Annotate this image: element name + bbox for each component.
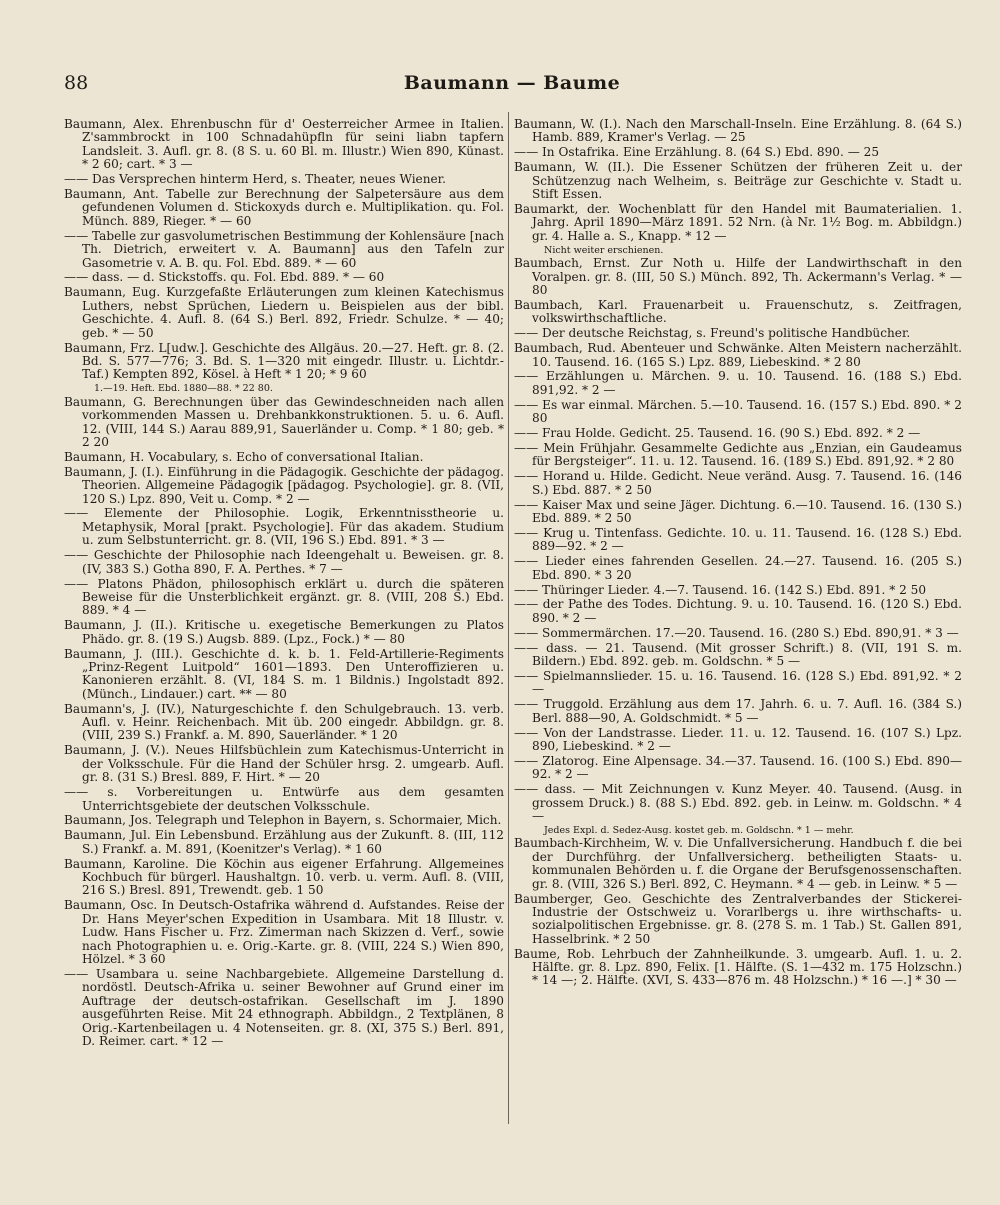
catalog-note: Nicht weiter erschienen. [544, 244, 664, 256]
catalog-entry: —— Tabelle zur gasvolumetrischen Bestimmung der Kohlensäure [nach Th. Dietrich, erweitert v. A. Baumann] aus den Tafeln zur Gasometrie v. A. B. qu. Fol. Ebd. 889. * — 60 [64, 228, 504, 270]
catalog-entry: —— Der deutsche Reichstag, s. Freund's politische Handbücher. [514, 326, 911, 341]
catalog-entry: —— s. Vorbereitungen u. Entwürfe aus dem gesamten Unterrichtsgebiete der deutschen Volksschule. [64, 785, 504, 813]
catalog-entry: —— Geschichte der Philosophie nach Ideengehalt u. Beweisen. gr. 8. (IV, 383 S.) Gotha 890, F. A. Perthes. * 7 — [64, 548, 504, 576]
catalog-entry: Baumann, J. (I.). Einführung in die Pädagogik. Geschichte der pädagog. Theorien. Allgemeine Pädagogik [pädagog. Psychologie]. gr. 8. (VII, 120 S.) Lpz. 890, Veit u. Comp. * 2 — [64, 464, 504, 506]
catalog-entry: Baumann, Jos. Telegraph und Telephon in Bayern, s. Schormaier, Mich. [64, 813, 502, 828]
catalog-note: Jedes Expl. d. Sedez-Ausg. kostet geb. m. Goldschn. * 1 — mehr. [544, 824, 854, 836]
catalog-entry: —— Horand u. Hilde. Gedicht. Neue veränd. Ausg. 7. Tausend. 16. (146 S.) Ebd. 887. * 2 50 [514, 469, 962, 497]
catalog-entry: —— Das Versprechen hinterm Herd, s. Theater, neues Wiener. [64, 172, 446, 187]
catalog-entry: Baumann, Eug. Kurzgefaßte Erläuterungen zum kleinen Katechismus Luthers, nebst Sprüchen, Liedern u. Beispielen aus der bibl. Geschichte. 4. Aufl. 8. (64 S.) Berl. 892, Friedr. Schulze. * — 40; geb. * — 50 [64, 285, 504, 340]
catalog-entry: —— dass. — 21. Tausend. (Mit grosser Schrift.) 8. (VII, 191 S. m. Bildern.) Ebd. 892. geb. m. Goldschn. * 5 — [514, 640, 962, 669]
catalog-entry: Baumarkt, der. Wochenblatt für den Handel mit Baumaterialien. 1. Jahrg. April 1890—März 1891. 52 Nrn. (à Nr. 1½ Bog. m. Abbildgn.) gr. 4. Halle a. S., Knapp. * 12 — [514, 201, 962, 243]
catalog-entry: —— Usambara u. seine Nachbargebiete. Allgemeine Darstellung d. nordöstl. Deutsch-Afrika u. seiner Bewohner auf Grund einer im Auftrage der deutsch-ostafrikan. Gesellschaft im J. 1890 ausgeführten Reise. Mit 24 ethnograph. Abbildgn., 2 Textplänen, 8 Orig.-Kartenbeilagen u. 4 Notenseiten. gr. 8. (XI, 375 S.) Berl. 891, D. Reimer. cart. * 12 — [64, 966, 504, 1048]
catalog-entry: —— In Ostafrika. Eine Erzählung. 8. (64 S.) Ebd. 890. — 25 [514, 145, 880, 160]
catalog-entry: Baumann's, J. (IV.), Naturgeschichte f. den Schulgebrauch. 13. verb. Aufl. v. Heinr. Reichenbach. Mit üb. 200 eingedr. Abbildgn. gr. 8. (VIII, 239 S.) Frankf. a. M. 890, Sauerländer. * 1 20 [64, 701, 504, 743]
catalog-entry: —— Sommermärchen. 17.—20. Tausend. 16. (280 S.) Ebd. 890,91. * 3 — [514, 625, 959, 640]
catalog-entry: Baumann, Frz. L[udw.]. Geschichte des Allgäus. 20.—27. Heft. gr. 8. (2. Bd. S. 577—776; 3. Bd. S. 1—320 mit eingedr. Illustr. u. Lichtdr.-Taf.) Kempten 892, Kösel. à Heft * 1 20; * 9 60 [64, 340, 504, 382]
catalog-entry: Baumann, W. (II.). Die Essener Schützen der früheren Zeit u. der Schützenzug nach Welheim, s. Beiträge zur Geschichte v. Stadt u. Stift Essen. [514, 160, 962, 202]
catalog-entry: Baumann, J. (II.). Kritische u. exegetische Bemerkungen zu Platos Phädo. gr. 8. (19 S.) Augsb. 889. (Lpz., Fock.) * — 80 [64, 618, 504, 646]
catalog-entry: —— der Pathe des Todes. Dichtung. 9. u. 10. Tausend. 16. (120 S.) Ebd. 890. * 2 — [514, 597, 962, 625]
catalog-entry: —— Krug u. Tintenfass. Gedichte. 10. u. 11. Tausend. 16. (128 S.) Ebd. 889—92. * 2 — [514, 525, 962, 554]
catalog-entry: Baumbach, Ernst. Zur Noth u. Hilfe der Landwirthschaft in den Voralpen. gr. 8. (III, 50 S.) Münch. 892, Th. Ackermann's Verlag. * — 80 [514, 256, 962, 297]
catalog-entry: —— Frau Holde. Gedicht. 25. Tausend. 16. (90 S.) Ebd. 892. * 2 — [514, 426, 921, 441]
catalog-entry: Baume, Rob. Lehrbuch der Zahnheilkunde. 3. umgearb. Aufl. 1. u. 2. Hälfte. gr. 8. Lpz. 890, Felix. [1. Hälfte. (S. 1—432 m. 175 Holzschn.) * 14 —; 2. Hälfte. (XVI, S. 433—876 m. 48 Holzschn.) * 16 —.] * 30 — [514, 946, 962, 988]
catalog-note: 1.—19. Heft. Ebd. 1880—88. * 22 80. [94, 383, 273, 395]
catalog-entry: Baumann, Osc. In Deutsch-Ostafrika während d. Aufstandes. Reise der Dr. Hans Meyer'schen Expedition in Usambara. Mit 18 Illustr. v. Ludw. Hans Fischer u. Frz. Zimerman nach Skizzen d. Verf., sowie nach Photographien u. e. Orig.-Karte. gr. 8. (VIII, 224 S.) Wien 890, Hölzel. * 3 60 [64, 898, 504, 966]
catalog-entry: —— dass. — d. Stickstoffs. qu. Fol. Ebd. 889. * — 60 [64, 270, 385, 285]
catalog-entry: —— Truggold. Erzählung aus dem 17. Jahrh. 6. u. 7. Aufl. 16. (384 S.) Berl. 888—90, A. Goldschmidt. * 5 — [514, 697, 962, 725]
catalog-entry: Baumann, Alex. Ehrenbuschn für d' Oesterreicher Armee in Italien. Z'sammbrockt in 100 Schnadahüpfln für seini liabn tapfern Landsleit. 3. Aufl. gr. 8. (8 S. u. 60 Bl. m. Illustr.) Wien 890, Künast. * 2 60; cart. * 3 — [64, 117, 504, 172]
catalog-entry: Baumann, J. (V.). Neues Hilfsbüchlein zum Katechismus-Unterricht in der Volksschule. Für die Hand der Schüler hrsg. 2. umgearb. Aufl. gr. 8. (31 S.) Bresl. 889, F. Hirt. * — 20 [64, 743, 504, 785]
catalog-entry: Baumann, W. (I.). Nach den Marschall-Inseln. Eine Erzählung. 8. (64 S.) Hamb. 889, Kramer's Verlag. — 25 [514, 117, 962, 145]
catalog-entry: Baumbach, Rud. Abenteuer und Schwänke. Alten Meistern nacherzählt. 10. Tausend. 16. (165 S.) Lpz. 889, Liebeskind. * 2 80 [514, 341, 962, 369]
catalog-entry: —— Erzählungen u. Märchen. 9. u. 10. Tausend. 16. (188 S.) Ebd. 891,92. * 2 — [514, 369, 962, 397]
catalog-entry: —— Es war einmal. Märchen. 5.—10. Tausend. 16. (157 S.) Ebd. 890. * 2 80 [514, 397, 962, 426]
catalog-entry: Baumbach, Karl. Frauenarbeit u. Frauenschutz, s. Zeitfragen, volkswirthschaftliche. [514, 297, 962, 326]
catalog-entry: —— Elemente der Philosophie. Logik, Erkenntnisstheorie u. Metaphysik, Moral [prakt. Psychologie]. Für das akadem. Studium u. zum Selbstunterricht. gr. 8. (VII, 196 S.) Ebd. 891. * 3 — [64, 506, 504, 548]
catalog-entry: Baumann, J. (III.). Geschichte d. k. b. 1. Feld-Artillerie-Regiments „Prinz-Regent Luitpold“ 1601—1893. Den Unteroffizieren u. Kanonieren erzählt. 8. (VI, 184 S. m. 1 Bildnis.) Ingolstadt 892. (Münch., Lindauer.) cart. ** — 80 [64, 646, 504, 701]
catalog-entry: —— Lieder eines fahrenden Gesellen. 24.—27. Tausend. 16. (205 S.) Ebd. 890. * 3 20 [514, 554, 962, 582]
catalog-entry: Baumann, H. Vocabulary, s. Echo of conversational Italian. [64, 449, 424, 464]
running-head: Baumann — Baume [403, 72, 621, 94]
catalog-entry: —— Kaiser Max und seine Jäger. Dichtung. 6.—10. Tausend. 16. (130 S.) Ebd. 889. * 2 50 [514, 497, 962, 525]
right-column [514, 118, 962, 989]
catalog-entry: Baumann, Jul. Ein Lebensbund. Erzählung aus der Zukunft. 8. (III, 112 S.) Frankf. a. M. 891, (Koenitzer's Verlag). * 1 60 [64, 828, 504, 856]
catalog-entry: Baumann, Ant. Tabelle zur Berechnung der Salpetersäure aus dem gefundenen Volumen d. Stickoxyds durch e. Multiplikation. qu. Fol. Münch. 889, Rieger. * — 60 [64, 187, 504, 228]
left-column [64, 118, 504, 1050]
page-header [64, 72, 960, 102]
catalog-entry: Baumann, Karoline. Die Köchin aus eigener Erfahrung. Allgemeines Kochbuch für bürgerl. Haushaltgn. 10. verb. u. verm. Aufl. 8. (VIII, 216 S.) Bresl. 891, Trewendt. geb. 1 50 [64, 856, 504, 898]
catalog-entry: —— Von der Landstrasse. Lieder. 11. u. 12. Tausend. 16. (107 S.) Lpz. 890, Liebeskind. * 2 — [514, 725, 962, 753]
catalog-entry: Baumbach-Kirchheim, W. v. Die Unfallversicherung. Handbuch f. die bei der Durchführg. der Unfallversicherg. betheiligten Staats- u. kommunalen Behörden u. f. die Organe der Berufsgenossenschaften. gr. 8. (VIII, 326 S.) Berl. 892, C. Heymann. * 4 — geb. in Leinw. * 5 — [514, 836, 962, 891]
column-divider [508, 112, 509, 1124]
catalog-entry: —— dass. — Mit Zeichnungen v. Kunz Meyer. 40. Tausend. (Ausg. in grossem Druck.) 8. (88 S.) Ebd. 892. geb. in Leinw. m. Goldschn. * 4 — [514, 782, 962, 823]
catalog-entry: —— Mein Frühjahr. Gesammelte Gedichte aus „Enzian, ein Gaudeamus für Bergsteiger“. 11. u. 12. Tausend. 16. (189 S.) Ebd. 891,92. * 2 80 [514, 440, 962, 469]
catalog-entry: —— Spielmannslieder. 15. u. 16. Tausend. 16. (128 S.) Ebd. 891,92. * 2 — [514, 668, 962, 697]
catalog-entry: Baumberger, Geo. Geschichte des Zentralverbandes der Stickerei-Industrie der Ostschweiz u. Vorarlbergs u. ihre wirthschafts- u. sozialpolitischen Ergebnisse. gr. 8. (278 S. m. 1 Tab.) St. Gallen 891, Hasselbrink. * 2 50 [514, 891, 962, 946]
page-number: 88 [64, 72, 89, 94]
catalog-entry: —— Thüringer Lieder. 4.—7. Tausend. 16. (142 S.) Ebd. 891. * 2 50 [514, 582, 927, 597]
catalog-entry: —— Zlatorog. Eine Alpensage. 34.—37. Tausend. 16. (100 S.) Ebd. 890—92. * 2 — [514, 753, 962, 782]
catalog-entry: —— Platons Phädon, philosophisch erklärt u. durch die späteren Beweise für die Unsterblichkeit ergänzt. gr. 8. (VIII, 208 S.) Ebd. 889. * 4 — [64, 576, 504, 618]
catalog-entry: Baumann, G. Berechnungen über das Gewindeschneiden nach allen vorkommenden Massen u. Drehbankkonstruktionen. 5. u. 6. Aufl. 12. (VIII, 144 S.) Aarau 889,91, Sauerländer u. Comp. * 1 80; geb. * 2 20 [64, 394, 504, 449]
